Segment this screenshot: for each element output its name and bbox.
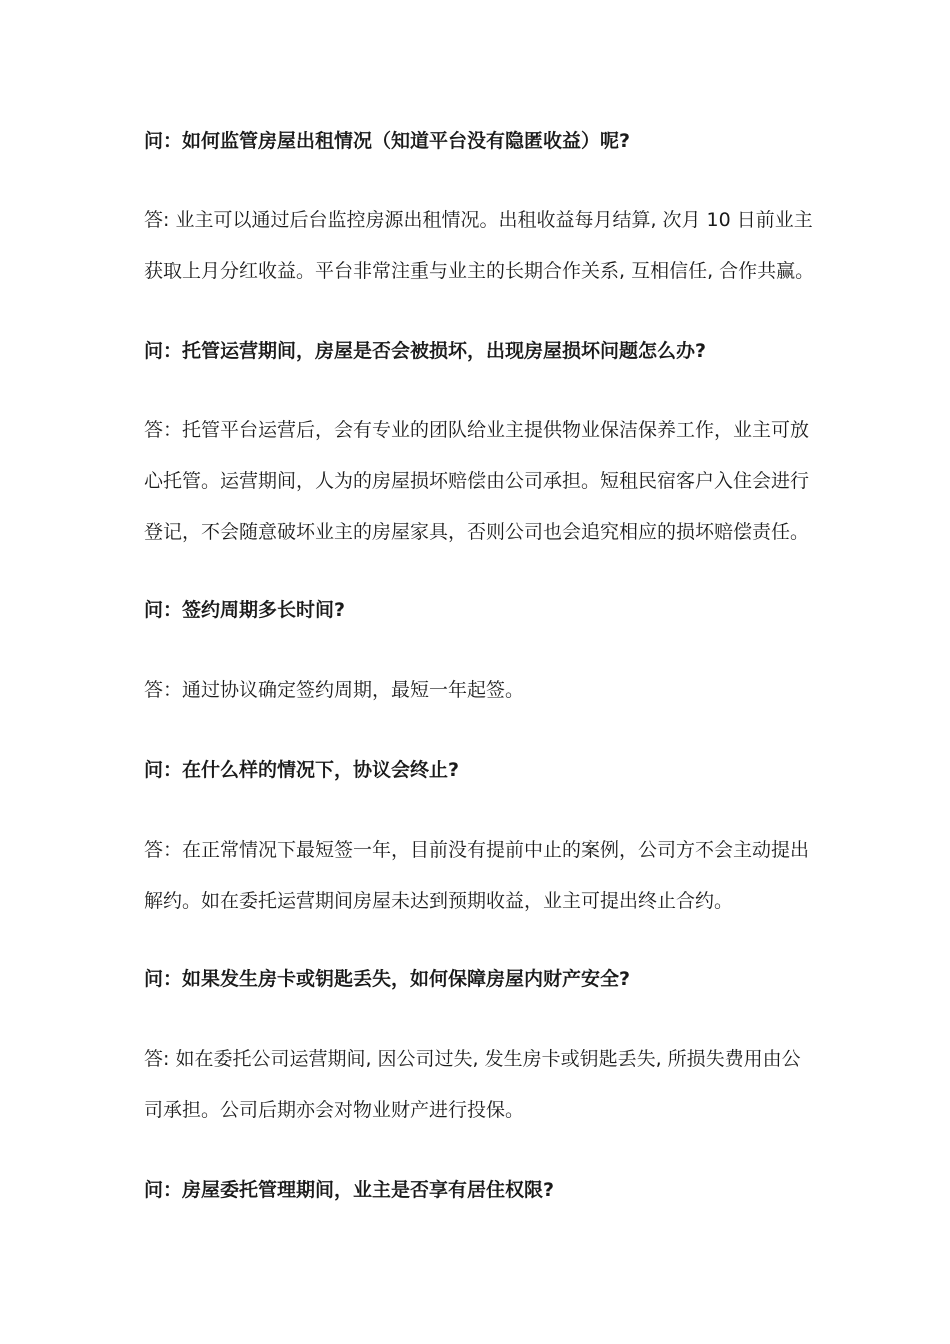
- answer-5-line-1: 答: 如在委托公司运营期间, 因公司过失, 发生房卡或钥匙丢失, 所损失费用由公: [144, 1048, 801, 1070]
- answer-5-line-2: 司承担。公司后期亦会对物业财产进行投保。: [144, 1099, 525, 1121]
- question-5: 问：如果发生房卡或钥匙丢失，如何保障房屋内财产安全?: [144, 968, 631, 990]
- answer-2-line-2: 心托管。运营期间，人为的房屋损坏赔偿由公司承担。短租民宿客户入住会进行: [144, 470, 810, 492]
- answer-1-line-1: 答: 业主可以通过后台监控房源出租情况。出租收益每月结算, 次月 10 日前业主: [144, 209, 813, 231]
- answer-1-line-2: 获取上月分红收益。平台非常注重与业主的长期合作关系, 互相信任, 合作共赢。: [144, 260, 815, 282]
- question-2: 问：托管运营期间，房屋是否会被损坏，出现房屋损坏问题怎么办?: [144, 340, 707, 362]
- answer-3-line-1: 答：通过协议确定签约周期，最短一年起签。: [144, 679, 525, 701]
- question-6: 问：房屋委托管理期间，业主是否享有居住权限?: [144, 1179, 555, 1201]
- answer-3: [144, 677, 824, 703]
- answer-2-line-3: 登记，不会随意破坏业主的房屋家具，否则公司也会追究相应的损坏赔偿责任。: [144, 521, 810, 543]
- answer-4: [144, 837, 824, 914]
- answer-1: [144, 207, 824, 284]
- answer-2-line-1: 答：托管平台运营后，会有专业的团队给业主提供物业保洁保养工作，业主可放: [144, 419, 810, 441]
- answer-4-line-2: 解约。如在委托运营期间房屋未达到预期收益，业主可提出终止合约。: [144, 890, 734, 912]
- answer-4-line-1: 答：在正常情况下最短签一年，目前没有提前中止的案例，公司方不会主动提出: [144, 839, 810, 861]
- question-4: 问：在什么样的情况下，协议会终止?: [144, 759, 460, 781]
- question-1: 问：如何监管房屋出租情况（知道平台没有隐匿收益）呢?: [144, 130, 631, 152]
- question-3: 问：签约周期多长时间?: [144, 599, 346, 621]
- answer-2: [144, 417, 824, 545]
- answer-5: [144, 1046, 824, 1123]
